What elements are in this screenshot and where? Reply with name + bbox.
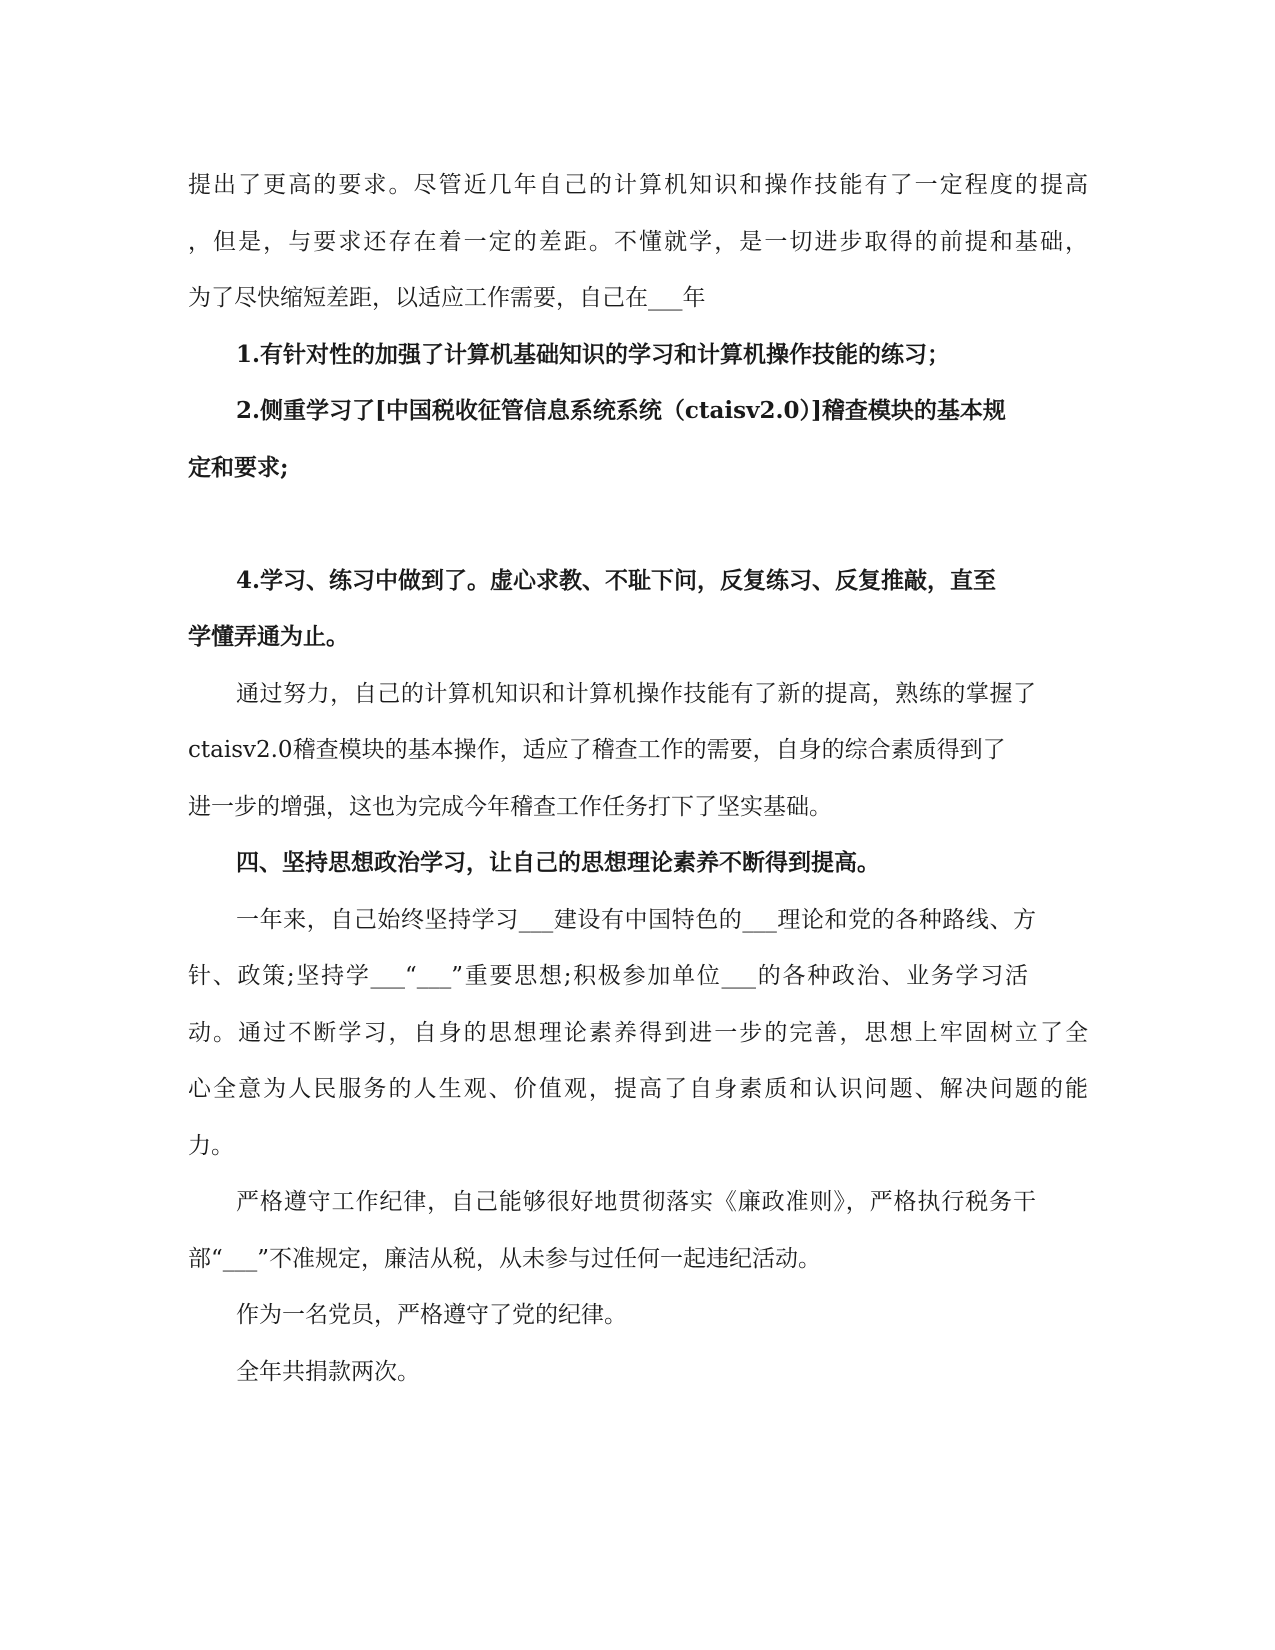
paragraph-line: 严格遵守工作纪律，自己能够很好地贯彻落实《廉政准则》，严格执行税务干	[236, 1189, 1036, 1215]
paragraph-line: 心全意为人民服务的人生观、价值观，提高了自身素质和认识问题、解决问题的能	[188, 1076, 1088, 1102]
paragraph-line: 进一步的增强，这也为完成今年稽查工作任务打下了坚实基础。	[188, 794, 832, 820]
paragraph-line: 通过努力，自己的计算机知识和计算机操作技能有了新的提高，熟练的掌握了	[236, 681, 1036, 707]
paragraph-line: 针、政策;坚持学___“___”重要思想;积极参加单位___的各种政治、业务学习活	[188, 963, 1028, 989]
paragraph-line: 一年来，自己始终坚持学习___建设有中国特色的___理论和党的各种路线、方	[236, 907, 1036, 933]
list-item-2: 2.侧重学习了[中国税收征管信息系统系统（ctaisv2.0）]稽查模块的基本规	[236, 397, 1006, 424]
list-item-4: 4.学习、练习中做到了。虚心求教、不耻下问，反复练习、反复推敲，直至	[236, 567, 997, 594]
list-item-2-continued: 定和要求;	[188, 454, 289, 481]
paragraph-line: ，但是，与要求还存在着一定的差距。不懂就学，是一切进步取得的前提和基础，	[188, 229, 1088, 255]
paragraph-line: 提出了更高的要求。尽管近几年自己的计算机知识和操作技能有了一定程度的提高	[188, 172, 1088, 198]
paragraph-line: ctaisv2.0稽查模块的基本操作，适应了稽查工作的需要，自身的综合素质得到了	[188, 737, 1006, 763]
paragraph-line: 力。	[188, 1133, 234, 1159]
paragraph-line: 为了尽快缩短差距，以适应工作需要，自己在___年	[188, 285, 706, 311]
paragraph-line: 动。通过不断学习，自身的思想理论素养得到进一步的完善，思想上牢固树立了全	[188, 1020, 1088, 1046]
paragraph-line: 全年共捐款两次。	[236, 1359, 420, 1385]
paragraph-line: 作为一名党员，严格遵守了党的纪律。	[236, 1302, 627, 1328]
list-item-1: 1.有针对性的加强了计算机基础知识的学习和计算机操作技能的练习；	[236, 341, 951, 368]
section-heading: 四、坚持思想政治学习，让自己的思想理论素养不断得到提高。	[236, 849, 880, 876]
list-item-4-continued: 学懂弄通为止。	[188, 623, 349, 650]
paragraph-line: 部“___”不准规定，廉洁从税，从未参与过任何一起违纪活动。	[188, 1246, 822, 1272]
